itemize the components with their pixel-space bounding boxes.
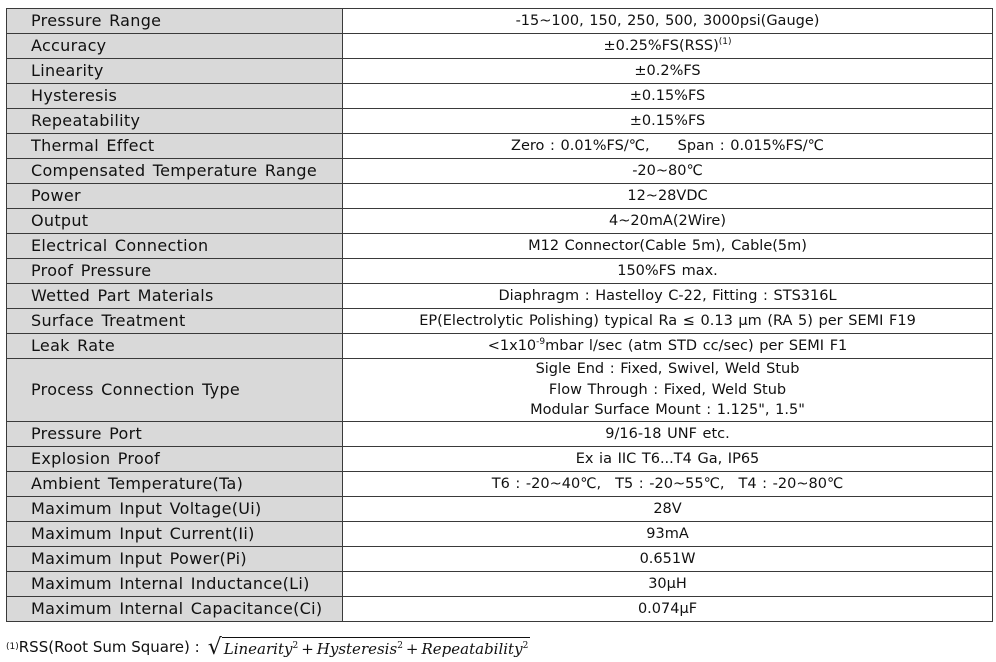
table-row [7, 34, 993, 59]
table-row [7, 284, 993, 309]
table-row [7, 334, 993, 359]
thermal-zero: Zero : 0.01%FS/℃, [511, 138, 650, 154]
row-label: Power [7, 184, 343, 209]
row-label: Wetted Part Materials [7, 284, 343, 309]
row-value [343, 34, 993, 59]
table-row [7, 447, 993, 472]
thermal-span: Span : 0.015%FS/℃ [677, 138, 824, 154]
row-label: Maximum Input Power(Pi) [7, 547, 343, 572]
row-label: Pressure Port [7, 422, 343, 447]
formula-term-linearity: Linearity [223, 639, 293, 658]
row-value: ±0.15%FS [343, 84, 993, 109]
row-label: Surface Treatment [7, 309, 343, 334]
footnote-reference: (1) [718, 37, 732, 47]
formula-exponent: 2 [397, 640, 403, 651]
footnote: (1) RSS(Root Sum Square) : √ Linearity$^2$ + Hysteresis$^2$ + Repeatability$^2$ [6, 634, 529, 660]
table-row [7, 309, 993, 334]
connection-line: Sigle End : Fixed, Swivel, Weld Stub [535, 361, 800, 378]
ambient-t4: T4 : -20~80℃ [738, 476, 844, 492]
table-row [7, 84, 993, 109]
row-value: 4~20mA(2Wire) [343, 209, 993, 234]
ambient-t5: T5 : -20~55℃, [615, 476, 725, 492]
table-row [7, 9, 993, 34]
row-label: Explosion Proof [7, 447, 343, 472]
specification-table [6, 8, 993, 622]
row-label: Maximum Internal Capacitance(Ci) [7, 597, 343, 622]
table-row [7, 109, 993, 134]
table-row [7, 259, 993, 284]
row-value: 150%FS max. [343, 259, 993, 284]
table-row [7, 547, 993, 572]
table-row [7, 522, 993, 547]
table-row [7, 597, 993, 622]
table-row [7, 234, 993, 259]
row-value: 0.074μF [343, 597, 993, 622]
row-value: Diaphragm : Hastelloy C-22, Fitting : STS316L [343, 284, 993, 309]
table-row [7, 472, 993, 497]
row-value: 93mA [343, 522, 993, 547]
table-row [7, 359, 993, 422]
row-label: Output [7, 209, 343, 234]
row-value: M12 Connector(Cable 5m), Cable(5m) [343, 234, 993, 259]
row-value: -20~80℃ [343, 159, 993, 184]
table-row [7, 159, 993, 184]
row-label: Process Connection Type [7, 359, 343, 422]
table-row [7, 422, 993, 447]
leak-rate-base: <1x10 [487, 338, 537, 354]
row-label: Maximum Internal Inductance(Li) [7, 572, 343, 597]
leak-rate-exponent: -9 [536, 337, 546, 347]
connection-line: Modular Surface Mount : 1.125", 1.5" [530, 402, 805, 419]
row-label: Thermal Effect [7, 134, 343, 159]
accuracy-value: ±0.25%FS(RSS) [603, 38, 719, 54]
row-label: Pressure Range [7, 9, 343, 34]
row-value: Ex ia IIC T6...T4 Ga, IP65 [343, 447, 993, 472]
formula-exponent: 2 [292, 640, 299, 651]
row-value: ±0.2%FS [343, 59, 993, 84]
table-row [7, 209, 993, 234]
connection-line: Flow Through : Fixed, Weld Stub [548, 381, 787, 398]
row-value: -15~100, 150, 250, 500, 3000psi(Gauge) [343, 9, 993, 34]
row-label: Compensated Temperature Range [7, 159, 343, 184]
row-value: 0.651W [343, 547, 993, 572]
row-label: Repeatability [7, 109, 343, 134]
formula-plus: + [405, 639, 419, 658]
formula-plus: + [301, 639, 314, 658]
row-label: Hysteresis [7, 84, 343, 109]
row-value [343, 334, 993, 359]
table-row [7, 184, 993, 209]
square-root-symbol: √ [207, 634, 222, 660]
formula-radicand [222, 637, 531, 658]
row-label: Electrical Connection [7, 234, 343, 259]
formula-exponent: 2 [522, 640, 529, 651]
row-value: EP(Electrolytic Polishing) typical Ra ≤ 0.13 μm (RA 5) per SEMI F19 [343, 309, 993, 334]
ambient-t6: T6 : -20~40℃, [491, 476, 602, 492]
formula-term-hysteresis: Hysteresis [316, 639, 398, 658]
row-label: Ambient Temperature(Ta) [7, 472, 343, 497]
row-label: Maximum Input Current(Ii) [7, 522, 343, 547]
table-row [7, 59, 993, 84]
table-row [7, 497, 993, 522]
leak-rate-unit: mbar l/sec (atm STD cc/sec) per SEMI F1 [545, 338, 848, 354]
row-label: Accuracy [7, 34, 343, 59]
row-label: Leak Rate [7, 334, 343, 359]
row-label: Maximum Input Voltage(Ui) [7, 497, 343, 522]
table-row [7, 134, 993, 159]
row-value: 28V [343, 497, 993, 522]
row-value [343, 359, 993, 422]
row-value: ±0.15%FS [343, 109, 993, 134]
row-value [343, 472, 993, 497]
row-label: Linearity [7, 59, 343, 84]
footnote-text: RSS(Root Sum Square) : [18, 638, 200, 656]
formula-term-repeatability: Repeatability [421, 639, 523, 658]
row-value: 30μH [343, 572, 993, 597]
row-value: 12~28VDC [343, 184, 993, 209]
table-row [7, 572, 993, 597]
row-value: 9/16-18 UNF etc. [343, 422, 993, 447]
row-label: Proof Pressure [7, 259, 343, 284]
row-value [343, 134, 993, 159]
